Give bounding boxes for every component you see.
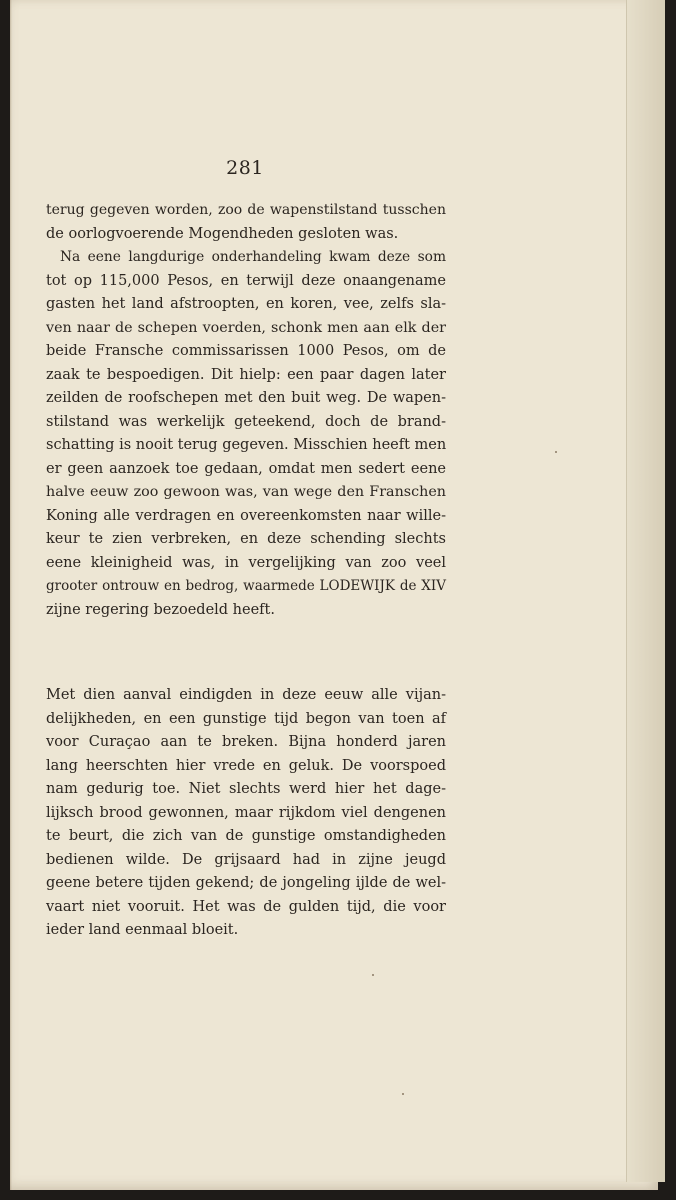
text-line: delijkheden, en een gunstige tijd begon van toen af (46, 710, 446, 727)
text-line: grooter ontrouw en bedrog, waarmede LODEWIJK de XIV (46, 578, 446, 594)
text-line: voor Curaçao aan te breken. Bijna honderd jaren (46, 734, 446, 750)
text-line: zaak te bespoedigen. Dit hielp: een paar dagen later (46, 366, 446, 383)
text-line: vaart niet vooruit. Het was de gulden tijd, die voor (46, 898, 446, 915)
text-line: keur te zien verbreken, en deze schending slechts (46, 531, 446, 547)
paper-speck (402, 1093, 404, 1095)
page-number: 281 (226, 157, 264, 179)
text-line: zeilden de roofschepen met den buit weg. De wapen- (46, 390, 446, 406)
paragraph-2 (46, 684, 446, 943)
paper-speck (372, 974, 374, 976)
text-line: er geen aanzoek toe gedaan, omdat men sedert eene (46, 460, 446, 477)
text-line: ieder land eenmaal bloeit. (46, 922, 239, 938)
text-line: beide Fransche commissarissen 1000 Pesos, om de (46, 343, 446, 359)
text-line: Koning alle verdragen en overeenkomsten naar wille- (46, 507, 446, 524)
text-line: halve eeuw zoo gewoon was, van wege den Franschen (46, 484, 446, 500)
text-line: te beurt, die zich van de gunstige omstandigheden (46, 828, 446, 844)
text-line: geene betere tijden gekend; de jongeling ijlde de wel- (46, 875, 446, 891)
text-line: schatting is nooit terug gegeven. Misschien heeft men (46, 437, 447, 453)
text-line: tot op 115,000 Pesos, en terwijl deze onaangename (46, 272, 446, 289)
text-line: terug gegeven worden, zoo de wapenstilstand tusschen (46, 202, 446, 218)
paper-speck (555, 451, 557, 453)
text-line: gasten het land afstroopten, en koren, vee, zelfs sla- (46, 296, 446, 312)
text-line: de oorlogvoerende Mogendheden gesloten was. (46, 225, 399, 242)
page-edge (626, 0, 665, 1182)
text-line: ven naar de schepen voerden, schonk men aan elk der (46, 319, 446, 336)
text-line: Na eene langdurige onderhandeling kwam deze som (60, 249, 446, 265)
text-line: lang heerschten hier vrede en geluk. De voorspoed (46, 757, 446, 774)
text-line: nam gedurig toe. Niet slechts werd hier het dage- (46, 781, 446, 797)
text-line: eene kleinigheid was, in vergelijking van zoo veel (46, 554, 446, 571)
text-line: lijksch brood gewonnen, maar rijkdom viel dengenen (46, 804, 446, 821)
text-line: bedienen wilde. De grijsaard had in zijne jeugd (46, 851, 446, 868)
text-line: Met dien aanval eindigden in deze eeuw alle vijan- (46, 687, 446, 703)
text-line: stilstand was werkelijk geteekend, doch de brand- (46, 413, 446, 430)
paragraph-1 (46, 199, 446, 622)
text-line: zijne regering bezoedeld heeft. (46, 601, 275, 618)
